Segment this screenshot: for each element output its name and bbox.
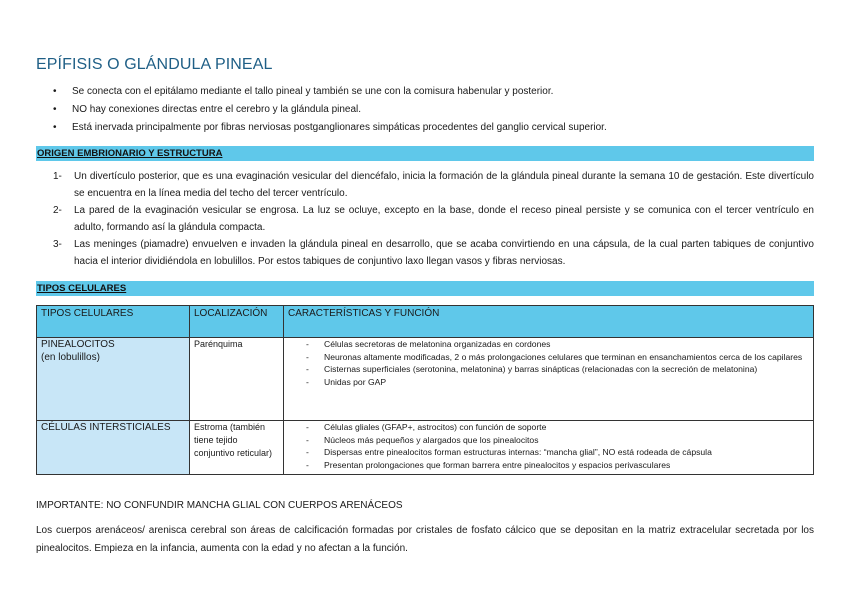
item-number: 3-: [53, 239, 62, 250]
feature-text: Núcleos más pequeños y alargados que los pinealocitos: [324, 434, 539, 445]
intro-bullet-list: [36, 83, 607, 137]
list-item: [36, 202, 814, 236]
list-item: [288, 459, 809, 472]
closing-paragraph: Los cuerpos arenáceos/ arenisca cerebral son áreas de calcificación formadas por cristales de fosfato cálcico que se depositan en la matriz extracelular secretada por los pinealocitos. Empieza en la infancia, aumenta con la edad y no afectan a la función.: [36, 525, 814, 554]
section-heading-text: TIPOS CELULARES: [37, 283, 127, 294]
cell-location: Parénquima: [190, 338, 284, 421]
feature-text: Cisternas superficiales (serotonina, melatonina) y barras sinápticas (relacionadas con la secreción de melatonina): [324, 364, 758, 374]
cell-location: Estroma (también tiene tejido conjuntivo reticular): [190, 421, 284, 475]
item-number: 2-: [53, 205, 62, 216]
cell-type-title: CÉLULAS INTERSTICIALES: [41, 422, 171, 433]
list-item: [36, 119, 607, 137]
dash-icon: -: [306, 447, 309, 457]
origin-numbered-list: [36, 168, 814, 270]
feature-text: Células gliales (GFAP+, astrocitos) con función de soporte: [324, 422, 547, 432]
feature-text: Neuronas altamente modificadas, 2 o más prolongaciones celulares que terminan en ensanchamientos cerca de los capilares: [324, 351, 803, 362]
feature-list: [288, 338, 809, 388]
cell-type-title: PINEALOCITOS: [41, 339, 115, 350]
section-heading-text: ORIGEN EMBRIONARIO Y ESTRUCTURA: [37, 148, 223, 159]
column-header: TIPOS CELULARES: [37, 306, 190, 338]
feature-text: Presentan prolongaciones que forman barrera entre pinealocitos y espacios perivasculares: [324, 459, 671, 470]
list-item: [288, 421, 809, 434]
feature-list: [288, 421, 809, 471]
dash-icon: -: [306, 422, 309, 432]
cell-features: [284, 338, 814, 421]
list-item: [36, 168, 814, 202]
section-heading-origin: [36, 146, 814, 161]
dash-icon: -: [306, 351, 309, 362]
bullet-text: Se conecta con el epitálamo mediante el tallo pineal y también se une con la comisura habenular y posterior.: [72, 86, 554, 97]
important-note: IMPORTANTE: NO CONFUNDIR MANCHA GLIAL CON CUERPOS ARENÁCEOS: [36, 500, 403, 511]
list-item: [288, 363, 809, 376]
table-row: [37, 338, 814, 421]
list-item: [288, 434, 809, 447]
dash-icon: -: [306, 376, 309, 387]
list-item: [36, 101, 607, 119]
list-item: [288, 338, 809, 351]
dash-icon: -: [306, 434, 309, 445]
list-item: [288, 376, 809, 389]
feature-text: Unidas por GAP: [324, 376, 387, 387]
bullet-text: NO hay conexiones directas entre el cerebro y la glándula pineal.: [72, 104, 362, 115]
feature-text: Células secretoras de melatonina organizadas en cordones: [324, 339, 551, 349]
cell-features: [284, 421, 814, 475]
list-item: [36, 236, 814, 270]
bullet-icon: •: [53, 122, 57, 133]
item-text: La pared de la evaginación vesicular se engrosa. La luz se ocluye, excepto en la base, donde el receso pineal persiste y se comunica con el tercer ventrículo en adulto, formando así la glándula compacta.: [74, 205, 814, 233]
cell-types-table: [36, 305, 814, 475]
bullet-text: Está inervada principalmente por fibras nerviosas postganglionares simpáticas procedentes del ganglio cervical superior.: [72, 122, 607, 133]
bullet-icon: •: [53, 104, 57, 115]
bullet-icon: •: [53, 86, 57, 97]
table-row: [37, 421, 814, 475]
table-header-row: [37, 306, 814, 338]
column-header: CARACTERÍSTICAS Y FUNCIÓN: [284, 306, 814, 338]
list-item: [288, 351, 809, 364]
list-item: [36, 83, 607, 101]
item-text: Las meninges (piamadre) envuelven e invaden la glándula pineal en desarrollo, que se acaba convirtiendo en una cápsula, de la cual parten tabiques de conjuntivo hacia el interior dividiéndola en lobulillos. Por estos tabiques de conjuntivo laxo llegan vasos y fibras nerviosas.: [74, 239, 814, 267]
item-text: Un divertículo posterior, que es una evaginación vesicular del diencéfalo, inicia la formación de la glándula pineal durante la semana 10 de gestación. Este divertículo se encuentra en la línea media del techo del tercer ventrículo.: [74, 171, 814, 199]
section-heading-cell-types: [36, 281, 814, 296]
cell-type-name: [37, 421, 190, 475]
item-number: 1-: [53, 171, 62, 182]
dash-icon: -: [306, 339, 309, 349]
cell-type-name: [37, 338, 190, 421]
dash-icon: -: [306, 459, 309, 470]
dash-icon: -: [306, 364, 309, 374]
feature-text: Dispersas entre pinealocitos forman estructuras internas: “mancha glial”, NO está rodeada de cápsula: [324, 447, 712, 457]
cell-type-subtitle: (en lobulillos): [41, 352, 100, 363]
column-header: LOCALIZACIÓN: [190, 306, 284, 338]
list-item: [288, 446, 809, 459]
document-title: EPÍFISIS O GLÁNDULA PINEAL: [36, 56, 273, 73]
